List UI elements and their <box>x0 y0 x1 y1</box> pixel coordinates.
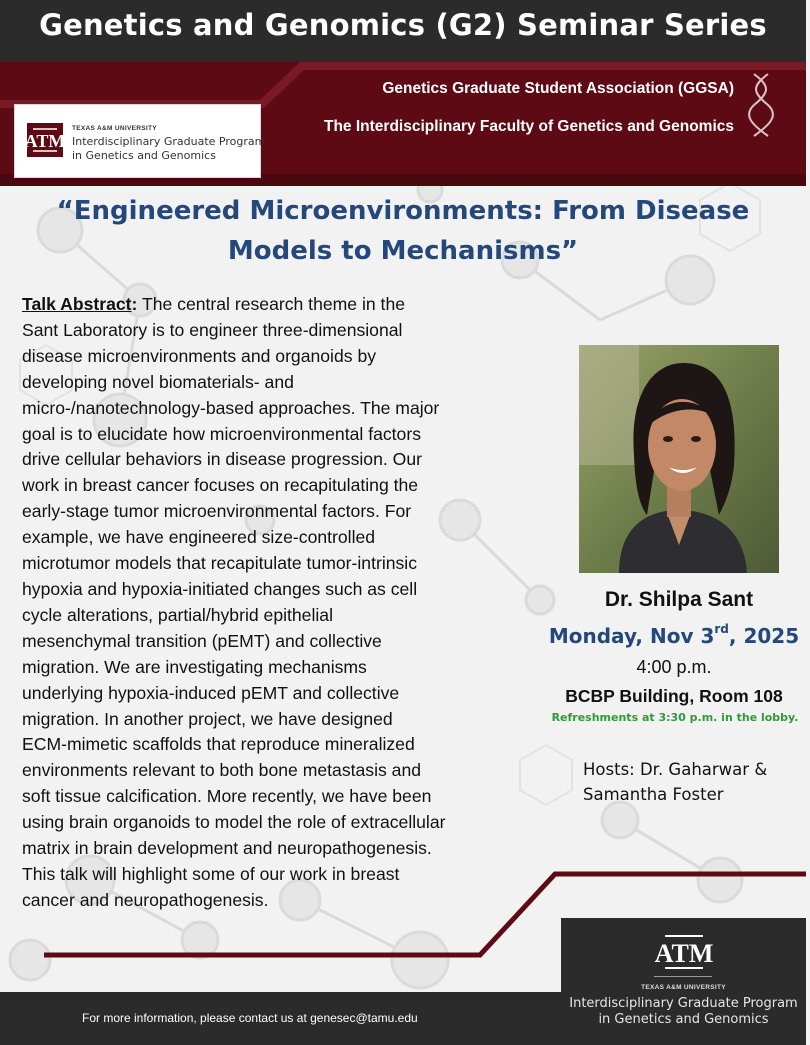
ggsa-name: Genetics Graduate Student Association (GGSA) <box>382 80 734 97</box>
speaker-photo <box>579 345 779 573</box>
program-logo <box>14 104 266 178</box>
abstract-line: developing novel biomaterials- and <box>22 371 294 392</box>
abstract-line: underlying hypoxia-induced pEMT and collective <box>22 682 400 703</box>
abstract-line: using brain organoids to model the role of extracellular <box>22 812 446 833</box>
abstract-line: example, we have engineered size-controlled <box>22 527 376 548</box>
abstract-line: migration. We are investigating mechanisms <box>22 656 367 677</box>
abstract-line: soft tissue calcification. More recently, we have been <box>22 786 432 807</box>
abstract-line: micro-/nanotechnology-based approaches. The major <box>22 397 440 418</box>
abstract-line: cycle alterations, partial/hybrid epithelial <box>22 604 333 625</box>
event-date-main: Monday, Nov 3 <box>548 624 715 648</box>
atm-logo-icon <box>655 930 713 972</box>
talk-title-line2: Models to Mechanisms” <box>227 236 579 266</box>
speaker-name: Dr. Shilpa Sant <box>604 588 754 611</box>
event-location: BCBP Building, Room 108 <box>565 686 783 706</box>
logo-program-line2: in Genetics and Genomics <box>72 149 216 162</box>
faculty-name: The Interdisciplinary Faculty of Genetics and Genomics <box>324 118 734 135</box>
hosts-line2: Samantha Foster <box>583 785 724 804</box>
svg-text:ATM: ATM <box>24 131 66 151</box>
abstract-line <box>22 292 542 318</box>
abstract-line: migration. In another project, we have designed <box>22 708 393 729</box>
abstract-line: Sant Laboratory is to engineer three-dimensional <box>22 319 403 340</box>
event-date-year: , 2025 <box>728 624 800 648</box>
abstract-line: environments relevant to both bone metastasis and <box>22 760 422 781</box>
refreshments-note: Refreshments at 3:30 p.m. in the lobby. <box>551 711 799 724</box>
abstract-line: mesenchymal transition (pEMT) and collective <box>22 630 382 651</box>
footer-logo <box>561 918 806 1045</box>
svg-text:ATM: ATM <box>654 939 714 968</box>
abstract-colon: : <box>131 294 138 314</box>
talk-title-line1: “Engineered Microenvironments: From Disease <box>56 196 750 226</box>
abstract-line: microtumor models that recapitulate tumor-intrinsic <box>22 553 418 574</box>
series-title: Genetics and Genomics (G2) Seminar Series <box>39 8 767 42</box>
event-date-sup: rd <box>714 622 729 636</box>
hosts-line1: Hosts: Dr. Gaharwar & <box>583 760 768 779</box>
abstract-line: early-stage tumor microenvironmental factors. For <box>22 501 412 522</box>
abstract-line: ECM-mimetic scaffolds that reproduce mineralized <box>22 734 415 755</box>
footer-contact: For more information, please contact us at genesec@tamu.edu <box>82 1011 418 1025</box>
event-time: 4:00 p.m. <box>636 657 712 677</box>
abstract-line: hypoxia and hypoxia-initiated changes such as cell <box>22 578 418 599</box>
logo-program-line1: Interdisciplinary Graduate Program <box>72 135 266 148</box>
abstract-line: goal is to elucidate how microenvironmental factors <box>22 423 421 444</box>
abstract-line: drive cellular behaviors in disease progression. Our <box>22 449 422 470</box>
atm-logo-icon <box>24 123 66 157</box>
logo-university: TEXAS A&M UNIVERSITY <box>72 125 157 132</box>
talk-abstract <box>22 292 542 914</box>
footer-logo-line1: Interdisciplinary Graduate Program <box>569 996 798 1011</box>
footer-logo-university: TEXAS A&M UNIVERSITY <box>641 984 726 991</box>
footer-logo-divider <box>654 976 712 977</box>
event-date <box>546 624 802 648</box>
footer-logo-line2: in Genetics and Genomics <box>598 1012 769 1027</box>
abstract-label: Talk Abstract <box>22 294 132 314</box>
dna-helix-icon <box>748 72 774 138</box>
abstract-line: work in breast cancer focuses on recapitulating the <box>22 475 419 496</box>
abstract-line: This talk will highlight some of our work in breast <box>22 863 400 884</box>
abstract-line: cancer and neuropathogenesis. <box>22 889 269 910</box>
abstract-text: The central research theme in the <box>137 294 406 314</box>
abstract-line: matrix in brain development and neuropathogenesis. <box>22 838 432 859</box>
abstract-line: disease microenvironments and organoids by <box>22 345 377 366</box>
